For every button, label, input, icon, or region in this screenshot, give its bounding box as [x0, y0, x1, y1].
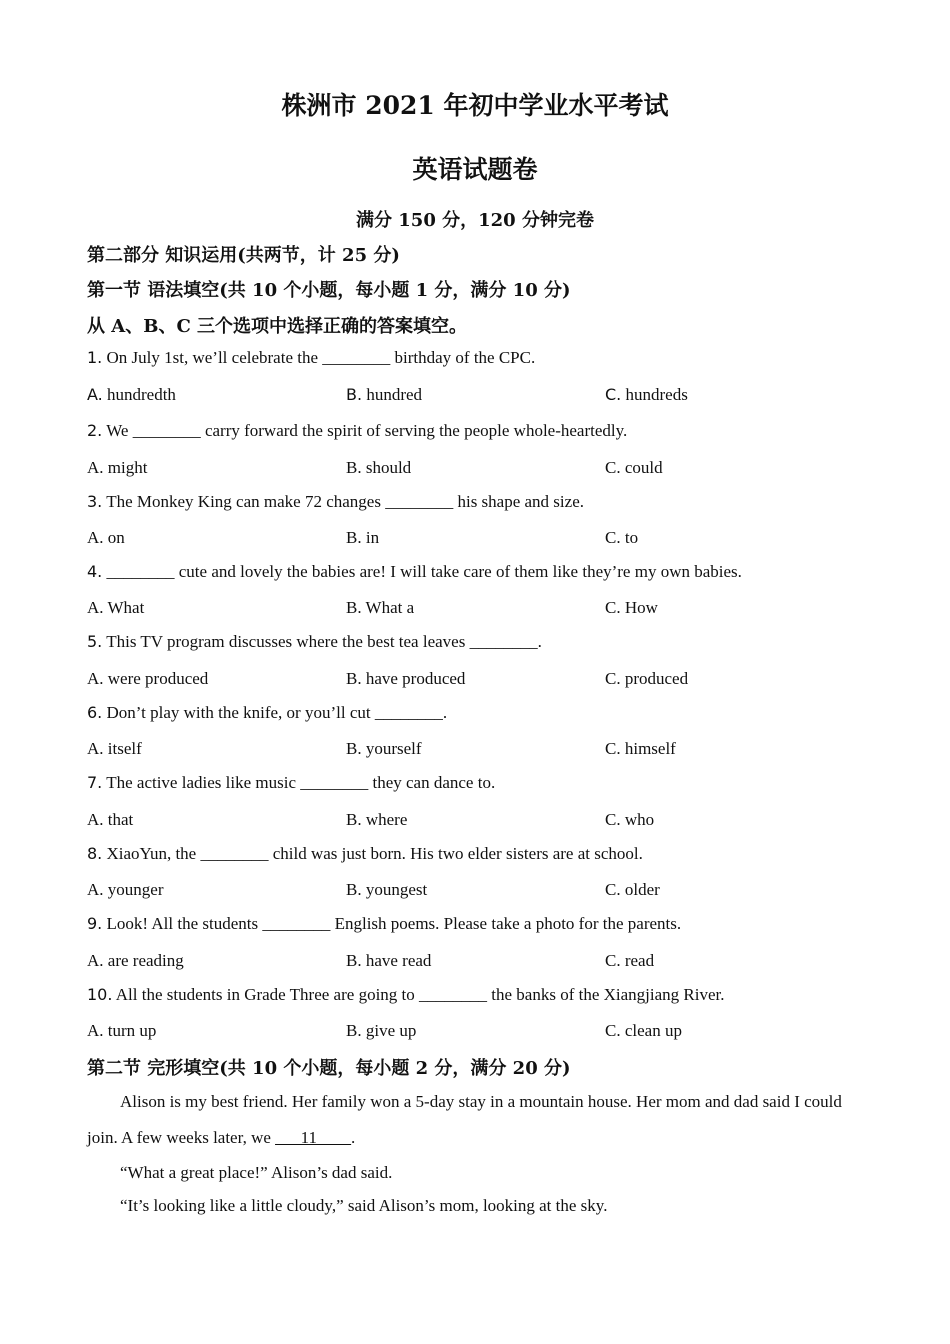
question-2 — [87, 421, 627, 441]
option-text: in — [365, 528, 380, 547]
option-letter: C. — [605, 880, 621, 899]
option-letter: B. — [346, 458, 362, 477]
passage-text: join. A few weeks later, we — [87, 1128, 271, 1147]
option-text: younger — [107, 880, 164, 899]
option-a — [87, 669, 208, 689]
option-letter: C. — [605, 528, 621, 547]
option-a — [87, 810, 133, 830]
option-letter: B. — [346, 739, 362, 758]
option-letter: B. — [346, 528, 362, 547]
option-c — [605, 739, 676, 759]
question-number: 8. — [87, 844, 103, 863]
option-letter: B. — [346, 385, 363, 404]
option-text: have read — [365, 951, 432, 970]
option-letter: B. — [346, 598, 362, 617]
question-text: Don’t play with the knife, or you’ll cut ________. — [106, 703, 448, 722]
option-b — [346, 458, 411, 478]
question-text: On July 1st, we’ll celebrate the ________ birthday of the CPC. — [106, 348, 536, 367]
question-number: 3. — [87, 492, 103, 511]
blank-11: ___11____ — [275, 1128, 352, 1147]
option-text: hundred — [366, 385, 423, 404]
option-text: were produced — [107, 669, 209, 688]
passage-line: “It’s looking like a little cloudy,” said Alison’s mom, looking at the sky. — [120, 1196, 608, 1215]
option-text: What — [107, 598, 145, 617]
passage-line: “What a great place!” Alison’s dad said. — [120, 1163, 393, 1182]
question-text: All the students in Grade Three are going to ________ the banks of the Xiangjiang River. — [115, 985, 725, 1004]
passage-text: . — [351, 1128, 356, 1147]
option-text: who — [624, 810, 655, 829]
question-4 — [87, 562, 742, 582]
question-8 — [87, 844, 643, 864]
option-letter: C. — [605, 598, 621, 617]
option-text: on — [107, 528, 125, 547]
option-b — [346, 669, 465, 689]
option-letter: A. — [87, 880, 104, 899]
option-letter: A. — [87, 810, 104, 829]
question-number: 7. — [87, 773, 103, 792]
option-text: where — [365, 810, 408, 829]
option-b — [346, 810, 407, 830]
option-letter: C. — [605, 739, 621, 758]
option-b — [346, 598, 414, 618]
option-text: give up — [365, 1021, 417, 1040]
option-b — [346, 385, 422, 405]
option-letter: A. — [87, 458, 104, 477]
option-letter: B. — [346, 810, 362, 829]
option-letter: B. — [346, 951, 362, 970]
option-a — [87, 385, 176, 405]
option-text: himself — [624, 739, 676, 758]
question-text: Look! All the students ________ English poems. Please take a photo for the parents. — [106, 914, 682, 933]
question-text: This TV program discusses where the best tea leaves ________. — [106, 632, 542, 651]
question-text: The active ladies like music ________ they can dance to. — [106, 773, 496, 792]
option-a — [87, 458, 147, 478]
option-a — [87, 1021, 156, 1041]
option-text: might — [107, 458, 148, 477]
option-letter: A. — [87, 951, 104, 970]
option-text: are reading — [107, 951, 184, 970]
option-text: read — [624, 951, 655, 970]
option-letter: A. — [87, 739, 104, 758]
option-b — [346, 951, 431, 971]
passage-line: Alison is my best friend. Her family won a 5-day stay in a mountain house. Her mom and dad said I could — [120, 1092, 842, 1111]
option-c — [605, 1021, 682, 1041]
question-text: The Monkey King can make 72 changes ________ his shape and size. — [106, 492, 584, 511]
option-text: hundreds — [625, 385, 688, 404]
exam-subtitle: 英语试题卷 — [412, 155, 538, 184]
option-text: older — [624, 880, 660, 899]
option-c — [605, 598, 658, 618]
option-b — [346, 1021, 416, 1041]
option-letter: C. — [605, 810, 621, 829]
option-text: turn up — [107, 1021, 157, 1040]
question-number: 5. — [87, 632, 103, 651]
question-number: 1. — [87, 348, 103, 367]
option-letter: C. — [605, 1021, 621, 1040]
question-text: ________ cute and lovely the babies are! I will take care of them like they’re my own babies. — [106, 562, 742, 581]
question-9 — [87, 914, 681, 934]
question-number: 6. — [87, 703, 103, 722]
option-a — [87, 598, 144, 618]
option-letter: C. — [605, 669, 621, 688]
option-text: that — [107, 810, 134, 829]
option-text: youngest — [365, 880, 428, 899]
option-letter: A. — [87, 528, 104, 547]
question-number: 10. — [87, 985, 113, 1004]
question-number: 4. — [87, 562, 103, 581]
question-6 — [87, 703, 447, 723]
score-line: 满分 150 分，120 分钟完卷 — [356, 210, 594, 231]
option-letter: C. — [605, 458, 621, 477]
question-text: XiaoYun, the ________ child was just born. His two elder sisters are at school. — [106, 844, 643, 863]
option-letter: C. — [605, 385, 622, 404]
option-letter: A. — [87, 1021, 104, 1040]
option-b — [346, 739, 422, 759]
option-letter: A. — [87, 669, 104, 688]
option-text: have produced — [365, 669, 466, 688]
question-text: We ________ carry forward the spirit of serving the people whole-heartedly. — [106, 421, 628, 440]
option-c — [605, 458, 663, 478]
question-1 — [87, 348, 535, 368]
option-a — [87, 951, 184, 971]
option-text: should — [365, 458, 412, 477]
option-text: could — [624, 458, 663, 477]
option-text: clean up — [624, 1021, 682, 1040]
option-text: yourself — [365, 739, 422, 758]
section2-heading: 第二节 完形填空(共 10 个小题，每小题 2 分，满分 20 分) — [87, 1058, 571, 1079]
option-text: What a — [365, 598, 415, 617]
option-c — [605, 385, 688, 405]
part2-heading: 第二部分 知识运用(共两节，计 25 分) — [87, 245, 400, 266]
option-c — [605, 669, 688, 689]
passage-line — [87, 1128, 355, 1148]
question-number: 9. — [87, 914, 103, 933]
option-c — [605, 951, 654, 971]
option-b — [346, 880, 427, 900]
option-letter: B. — [346, 1021, 362, 1040]
option-letter: B. — [346, 669, 362, 688]
option-a — [87, 880, 164, 900]
option-c — [605, 880, 660, 900]
option-text: How — [624, 598, 658, 617]
option-letter: A. — [87, 598, 104, 617]
question-number: 2. — [87, 421, 103, 440]
option-letter: B. — [346, 880, 362, 899]
option-text: to — [624, 528, 639, 547]
question-3 — [87, 492, 584, 512]
question-10 — [87, 985, 725, 1005]
option-b — [346, 528, 379, 548]
option-text: produced — [624, 669, 689, 688]
instruction: 从 A、B、C 三个选项中选择正确的答案填空。 — [87, 316, 468, 337]
question-7 — [87, 773, 495, 793]
option-text: hundredth — [107, 385, 176, 404]
option-a — [87, 739, 142, 759]
question-5 — [87, 632, 542, 652]
option-letter: A. — [87, 385, 103, 404]
section1-heading: 第一节 语法填空(共 10 个小题，每小题 1 分，满分 10 分) — [87, 280, 571, 301]
exam-title: 株洲市 2021 年初中学业水平考试 — [281, 91, 669, 120]
option-c — [605, 528, 638, 548]
option-text: itself — [107, 739, 142, 758]
option-letter: C. — [605, 951, 621, 970]
option-c — [605, 810, 654, 830]
option-a — [87, 528, 125, 548]
